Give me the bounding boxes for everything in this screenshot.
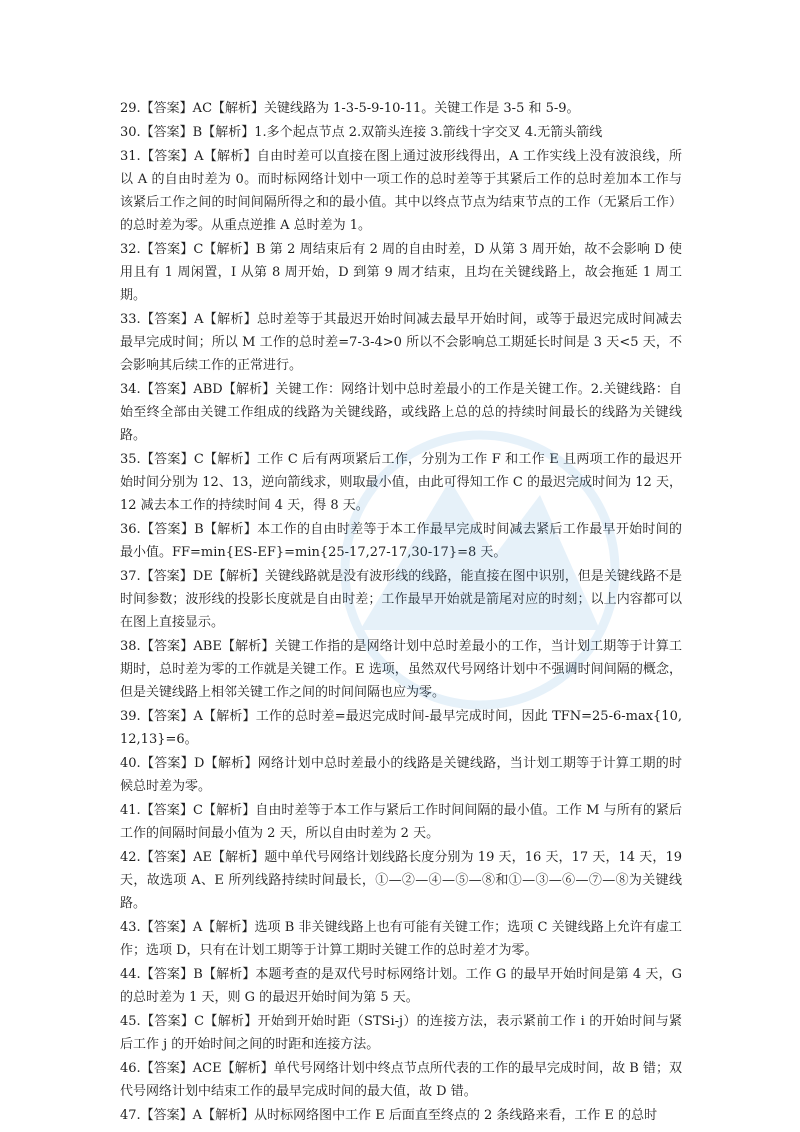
answer-39: 39.【答案】A【解析】工作的总时差=最迟完成时间-最早完成时间，因此 TFN=25-6-max{10,12,13}=6。 [120,709,682,747]
answer-43: 43.【答案】A【解析】选项 B 非关键线路上也有可能有关键工作；选项 C 关键线路上允许有虚工作；选项 D，只有在计划工期等于计算工期时关键工作的总时差才为零。 [120,920,682,958]
answer-34: 34.【答案】ABD【解析】关键工作：网络计划中总时差最小的工作是关键工作。2.关键线路：自始至终全部由关键工作组成的线路为关键线路，或线路上总的总的持续时间最长的线路为关键线路。 [120,382,682,443]
answer-46: 46.【答案】ACE【解析】单代号网络计划中终点节点所代表的工作的最早完成时间，故 B 错；双代号网络计划中结束工作的最早完成时间的最大值，故 D 错。 [120,1061,682,1099]
answer-37: 37.【答案】DE【解析】关键线路就是没有波形线的线路，能直接在图中识别，但是关键线路不是时间参数；波形线的投影长度就是自由时差；工作最早开始就是箭尾对应的时刻；以上内容都可以在图上直接显示。 [120,569,682,630]
answer-41: 41.【答案】C【解析】自由时差等于本工作与紧后工作时间间隔的最小值。工作 M 与所有的紧后工作的间隔时间最小值为 2 天，所以自由时差为 2 天。 [120,803,682,841]
answer-44: 44.【答案】B【解析】本题考查的是双代号时标网络计划。工作 G 的最早开始时间是第 4 天，G 的总时差为 1 天，则 G 的最迟开始时间为第 5 天。 [120,967,682,1005]
answer-31: 31.【答案】A【解析】自由时差可以直接在图上通过波形线得出，A 工作实线上没有波浪线，所以 A 的自由时差为 0。而时标网络计划中一项工作的总时差等于其紧后工作的总时差加本工作与该紧后工作之间的时间间隔所得之和的最小值。其中以终点节点为结束节点的工作（无紧后工作）的总时差为零。从重点逆推 A 总时差为 1。 [120,149,682,233]
answer-list [120,97,682,1128]
answer-33: 33.【答案】A【解析】总时差等于其最迟开始时间减去最早开始时间，或等于最迟完成时间减去最早完成时间；所以 M 工作的总时差=7-3-4>0 所以不会影响总工期延长时间是 3 天<5 天，不会影响其后续工作的正常进行。 [120,312,682,373]
answer-45: 45.【答案】C【解析】开始到开始时距（STSi-j）的连接方法，表示紧前工作 i 的开始时间与紧后工作 j 的开始时间之间的时距和连接方法。 [120,1014,682,1052]
answer-40: 40.【答案】D【解析】网络计划中总时差最小的线路是关键线路，当计划工期等于计算工期的时候总时差为零。 [120,756,682,794]
answer-30: 30.【答案】B【解析】1.多个起点节点 2.双箭头连接 3.箭线十字交叉 4.无箭头箭线 [120,125,603,140]
answer-35: 35.【答案】C【解析】工作 C 后有两项紧后工作，分别为工作 F 和工作 E 且两项工作的最迟开始时间分别为 12、13，逆向箭线求，则取最小值，由此可得知工作 C 的最迟完成时间为 12 天，12 减去本工作的持续时间 4 天，得 8 天。 [120,452,682,513]
answer-29: 29.【答案】AC【解析】关键线路为 1-3-5-9-10-11。关键工作是 3-5 和 5-9。 [120,101,580,116]
answer-42: 42.【答案】AE【解析】题中单代号网络计划线路长度分别为 19 天，16 天，17 天，14 天，19 天，故选项 A、E 所列线路持续时间最长，①—②—④—⑤—⑧和①—③—⑥—⑦—⑧为关键线路。 [120,850,682,911]
answer-47: 47.【答案】A【解析】从时标网络图中工作 E 后面直至终点的 2 条线路来看，工作 E 的总时 [120,1108,658,1123]
answer-36: 36.【答案】B【解析】本工作的自由时差等于本工作最早完成时间减去紧后工作最早开始时间的最小值。FF=min{ES-EF}=min{25-17,27-17,30-17}=8 天。 [120,522,682,560]
answer-32: 32.【答案】C【解析】B 第 2 周结束后有 2 周的自由时差，D 从第 3 周开始，故不会影响 D 使用且有 1 周闲置，I 从第 8 周开始，D 到第 9 周才结束，且均在关键线路上，故会拖延 1 周工期。 [120,242,682,303]
answer-38: 38.【答案】ABE【解析】关键工作指的是网络计划中总时差最小的工作，当计划工期等于计算工期时，总时差为零的工作就是关键工作。E 选项，虽然双代号网络计划中不强调时间间隔的概念，但是关键线路上相邻关键工作之间的时间间隔也应为零。 [120,639,682,700]
